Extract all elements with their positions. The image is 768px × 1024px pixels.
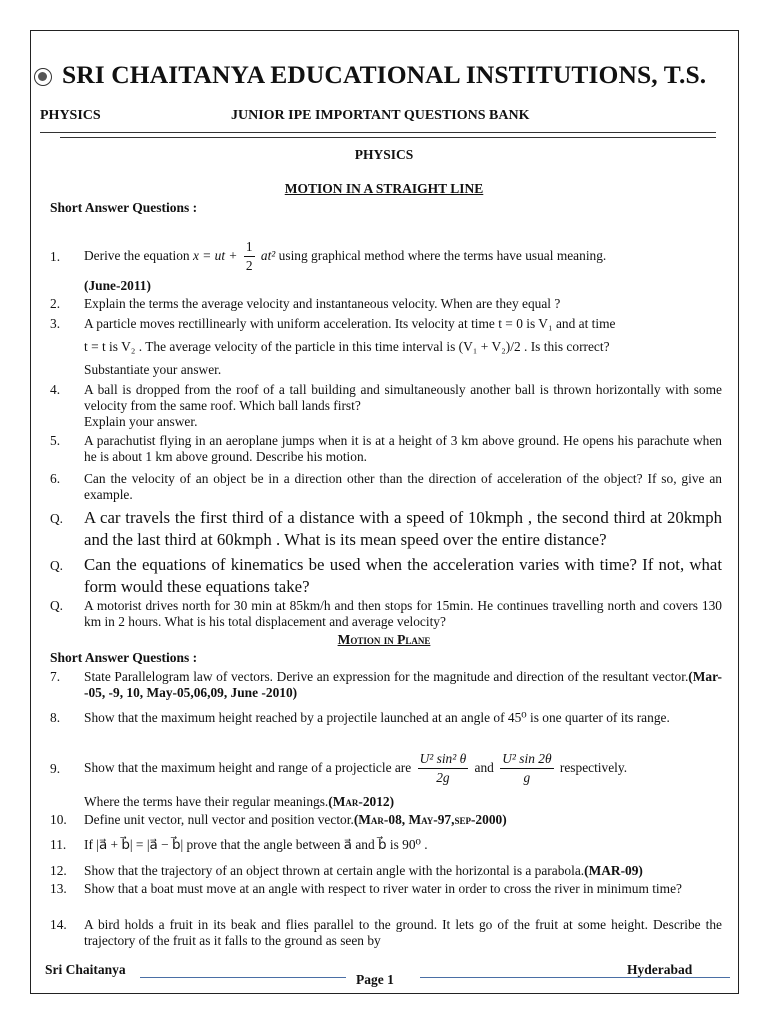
question-text: Define unit vector, null vector and position vector. bbox=[84, 812, 354, 827]
header-rule-top bbox=[40, 132, 716, 133]
fraction: $\frac{1}{2}$ bbox=[245, 239, 253, 274]
question-text: Explain your answer. bbox=[84, 414, 198, 429]
equation-part: at² bbox=[260, 248, 276, 263]
question-text: t = t is V₂ . The average velocity of the particle in this time interval is (V₁ + V₂)/2 . Is this correct? bbox=[84, 339, 610, 354]
question-extra-car: Q. A car travels the first third of a distance with a speed of 10kmph , the second third at 20kmph and the last third at 60kmph . What is its mean speed over the entire distance? bbox=[50, 508, 722, 549]
question-text: Explain the terms the average velocity and instantaneous velocity. When are they equal ? bbox=[84, 296, 561, 311]
question-text: Can the velocity of an object be in a direction other than the direction of acceleration of the object? If so, give an example. bbox=[84, 471, 722, 502]
question-text: A bird holds a fruit in its beak and flies parallel to the ground. It lets go of the fruit at some height. Describe the trajectory of the fruit as it falls to the ground as seen by bbox=[84, 917, 722, 948]
question-6: 6. Can the velocity of an object be in a direction other than the direction of acceleration of the object? If so, give an example. bbox=[50, 471, 722, 502]
question-text: A car travels the first third of a distance with a speed of 10kmph , the second third at 20kmph and the last third at 60kmph . What is its mean speed over the entire distance? bbox=[84, 508, 722, 549]
question-text: Show that the maximum height and range of a projecticle are bbox=[84, 760, 412, 775]
question-text: Substantiate your answer. bbox=[84, 362, 222, 377]
question-11: 11. If |a⃗ + b⃗| = |a⃗ − b⃗| prove that the angle between a⃗ and b⃗ is 90⁰ . bbox=[50, 837, 722, 853]
question-text: using graphical method where the terms have usual meaning. bbox=[278, 248, 607, 263]
question-text: Show that the trajectory of an object thrown at certain angle with the horizontal is a parabola. bbox=[84, 863, 585, 878]
question-text: Derive the equation bbox=[84, 248, 190, 263]
question-14: 14. A bird holds a fruit in its beak and flies parallel to the ground. It lets go of the fruit at some height. Describe the trajectory of the fruit as it falls to the ground as seen by bbox=[50, 917, 722, 948]
question-2: 2. Explain the terms the average velocity and instantaneous velocity. When are they equal ? bbox=[50, 296, 722, 312]
question-1 bbox=[50, 236, 722, 276]
fraction-range: $\frac{\text{U² sin 2θ}}{g}$ bbox=[502, 751, 552, 786]
header-rule-bottom bbox=[60, 137, 716, 138]
question-ref: (Mar- -05, -9, 10, May-05,06,09, June -2010) bbox=[84, 669, 722, 700]
chapter-title-2: Motion in Plane bbox=[337, 632, 431, 647]
subject-label: PHYSICS bbox=[40, 108, 101, 123]
question-extra-motorist: Q. A motorist drives north for 30 min at 85km/h and then stops for 15min. He continues travelling north and covers 130 km in 2 hours. What is his total displacement and average velocity? bbox=[50, 598, 722, 629]
question-text: respectively. bbox=[559, 760, 628, 775]
short-answer-label-2: Short Answer Questions : bbox=[50, 650, 198, 665]
fraction-max-height: $\frac{\text{U² sin² θ}}{2g}$ bbox=[419, 751, 467, 786]
question-8: 8. Show that the maximum height reached by a projectile launched at an angle of 45⁰ is one quarter of its range. bbox=[50, 710, 722, 726]
question-9: 9. Show that the maximum height and range of a projecticle are $\frac{\text{U² sin² θ}}{2g}$ and $\frac{\text{U² sin 2θ}}{g}$ respectively. bbox=[50, 751, 628, 786]
question-text: If |a⃗ + b⃗| = |a⃗ − b⃗| prove that the angle between a⃗ and b⃗ is 90⁰ . bbox=[84, 837, 428, 852]
footer-rule-left bbox=[140, 977, 346, 978]
footer-left: Sri Chaitanya bbox=[45, 962, 126, 977]
question-3: 3. A particle moves rectillinearly with uniform acceleration. Its velocity at time t = 0 is V₁ and at time bbox=[50, 316, 722, 332]
question-text: A ball is dropped from the roof of a tall building and simultaneously another ball is thrown horizontally with some velocity from the same roof. Which ball lands first? bbox=[84, 382, 722, 413]
question-ref: (June-2011) bbox=[84, 278, 151, 293]
question-7: 7. State Parallelogram law of vectors. Derive an expression for the magnitude and direction of the resultant vector.(Mar- -05, -9, 10, May-05,06,09, June -2010) bbox=[50, 669, 722, 700]
question-4: 4. A ball is dropped from the roof of a tall building and simultaneously another ball is thrown horizontally with some velocity from the same roof. Which ball lands first? Explain your answer. bbox=[50, 382, 722, 429]
equation-part: x = ut + bbox=[192, 248, 238, 263]
question-ref: (MAR-09) bbox=[584, 863, 643, 878]
question-ref: (Mar-08, May-97,sep-2000) bbox=[353, 812, 507, 827]
page-number: Page 1 bbox=[356, 972, 394, 987]
question-text: Show that the maximum height reached by a projectile launched at an angle of 45⁰ is one quarter of its range. bbox=[84, 710, 670, 725]
question-13: 13. Show that a boat must move at an angle with respect to river water in order to cross the river in minimum time? bbox=[50, 881, 722, 897]
chapter-title-1: MOTION IN A STRAIGHT LINE bbox=[284, 181, 484, 196]
question-text: A particle moves rectillinearly with uniform acceleration. Its velocity at time t = 0 is V₁ and at time bbox=[84, 316, 616, 331]
footer-right: Hyderabad bbox=[627, 962, 693, 977]
question-text: State Parallelogram law of vectors. Derive an expression for the magnitude and direction of the resultant vector. bbox=[84, 669, 689, 684]
question-text: Show that a boat must move at an angle with respect to river water in order to cross the river in minimum time? bbox=[84, 881, 682, 896]
question-9-line2: Where the terms have their regular meanings.(Mar-2012) bbox=[84, 794, 395, 809]
institution-logo-icon bbox=[34, 68, 52, 86]
question-text: A motorist drives north for 30 min at 85km/h and then stops for 15min. He continues travelling north and covers 130 km in 2 hours. What is his total displacement and average velocity? bbox=[84, 598, 722, 629]
question-extra-kinematics: Q. Can the equations of kinematics be used when the acceleration varies with time? If not, what form would these equations take? bbox=[50, 555, 722, 596]
question-text: A parachutist flying in an aeroplane jumps when it is at a height of 3 km above ground. He opens his parachute when he is about 1 km above ground. Describe his motion. bbox=[84, 433, 722, 464]
institution-title: SRI CHAITANYA EDUCATIONAL INSTITUTIONS, T.S. bbox=[62, 60, 707, 89]
question-text: Can the equations of kinematics be used when the acceleration varies with time? If not, what form would these equations take? bbox=[84, 555, 722, 596]
question-12: 12. Show that the trajectory of an object thrown at certain angle with the horizontal is a parabola.(MAR-09) bbox=[50, 863, 643, 878]
question-10: 10. Define unit vector, null vector and position vector.(Mar-08, May-97,sep-2000) bbox=[50, 812, 507, 827]
question-5: 5. A parachutist flying in an aeroplane jumps when it is at a height of 3 km above ground. He opens his parachute when he is about 1 km above ground. Describe his motion. bbox=[50, 433, 722, 464]
question-number: 1. bbox=[50, 249, 61, 264]
bank-title: JUNIOR IPE IMPORTANT QUESTIONS BANK bbox=[231, 108, 530, 123]
section-heading: PHYSICS bbox=[354, 147, 414, 162]
question-text: and bbox=[474, 760, 494, 775]
short-answer-label-1: Short Answer Questions : bbox=[50, 200, 198, 215]
